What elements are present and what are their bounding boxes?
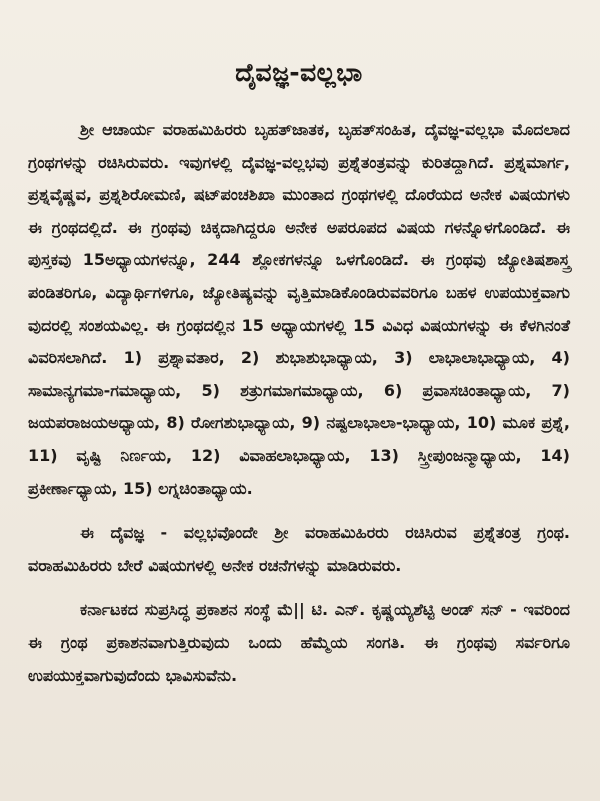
paragraph-intro: ಶ್ರೀ ಆಚಾರ್ಯ ವರಾಹಮಿಹಿರರು ಬೃಹತ್‌ಜಾತಕ, ಬೃಹತ್‌ಸಂಹಿತ, ದೈವಜ್ಞ-ವಲ್ಲಭಾ ಮೊದಲಾದ ಗ್ರಂಥಗಳನ್ನು ರಚಿಸಿರುವರು. ಇವುಗಳಲ್ಲಿ ದೈವಜ್ಞ-ವಲ್ಲಭವು ಪ್ರಶ್ನೆತಂತ್ರವನ್ನು ಕುರಿತದ್ದಾಗಿದೆ. ಪ್ರಶ್ನಮಾರ್ಗ, ಪ್ರಶ್ನವೈಷ್ಣವ, ಪ್ರಶ್ನಶಿರೋಮಣಿ, ಷಟ್‌ಪಂಚಶಿಖಾ ಮುಂತಾದ ಗ್ರಂಥಗಳಲ್ಲಿ ದೊರೆಯದ ಅನೇಕ ವಿಷಯಗಳು ಈ ಗ್ರಂಥದಲ್ಲಿದೆ. ಈ ಗ್ರಂಥವು ಚಿಕ್ಕದಾಗಿದ್ದರೂ ಅನೇಕ ಅಪರೂಪದ ವಿಷಯ ಗಳನ್ನೊಳಗೊಂಡಿದೆ. ಈ ಪುಸ್ತಕವು 15ಅಧ್ಯಾಯಗಳನ್ನೂ, 244 ಶ್ಲೋಕಗಳನ್ನೂ ಒಳಗೊಂಡಿದೆ. ಈ ಗ್ರಂಥವು ಜ್ಯೋತಿಷಶಾಸ್ತ್ರ ಪಂಡಿತರಿಗೂ, ವಿದ್ಯಾರ್ಥಿಗಳಿಗೂ, ಜ್ಯೋತಿಷ್ಯವನ್ನು ವೃತ್ತಿಮಾಡಿಕೊಂಡಿರುವವರಿಗೂ ಬಹಳ ಉಪಯುಕ್ತವಾಗು ವುದರಲ್ಲಿ ಸಂಶಯವಿಲ್ಲ. ಈ ಗ್ರಂಥದಲ್ಲಿನ 15 ಅಧ್ಯಾಯಗಳಲ್ಲಿ 15 ವಿವಿಧ ವಿಷಯಗಳನ್ನು ಈ ಕೆಳಗಿನಂತೆ ವಿವರಿಸಲಾಗಿದೆ. 1) ಪ್ರಶ್ನಾವತಾರ, 2) ಶುಭಾಶುಭಾಧ್ಯಾಯ, 3) ಲಾಭಾಲಾಭಾಧ್ಯಾಯ, 4) ಸಾಮಾನ್ಯಗಮಾ-ಗಮಾಧ್ಯಾಯ, 5) ಶತ್ರುಗಮಾಗಮಾಧ್ಯಾಯ, 6) ಪ್ರವಾಸಚಿಂತಾಧ್ಯಾಯ, 7) ಜಯಪರಾಜಯಅಧ್ಯಾಯ, 8) ರೋಗಶುಭಾಧ್ಯಾಯ, 9) ನಷ್ಟಲಾಭಾಲಾ-ಭಾಧ್ಯಾಯ, 10) ಮೂಕ ಪ್ರಶ್ನೆ, 11) ವೃಷ್ಟಿ ನಿರ್ಣಯ, 12) ವಿವಾಹಲಾಭಾಧ್ಯಾಯ, 13) ಸ್ತ್ರೀಪುಂಜನ್ಮಾಧ್ಯಾಯ, 14) ಪ್ರಕೀರ್ಣಾಧ್ಯಾಯ, 15) ಲಗ್ನಚಿಂತಾಧ್ಯಾಯ. [28, 120, 570, 498]
page-title: ದೈವಜ್ಞ-ವಲ್ಲಭಾ [235, 58, 363, 87]
paragraph-prashna-tantra: ಈ ದೈವಜ್ಞ - ವಲ್ಲಭವೊಂದೇ ಶ್ರೀ ವರಾಹಮಿಹಿರರು ರಚಿಸಿರುವ ಪ್ರಶ್ನೆತಂತ್ರ ಗ್ರಂಥ. ವರಾಹಮಿಹಿರರು ಬೇರೆ ವಿಷಯಗಳಲ್ಲಿ ಅನೇಕ ರಚನೆಗಳನ್ನು ಮಾಡಿರುವರು. [28, 523, 570, 575]
paragraph-publisher: ಕರ್ನಾಟಕದ ಸುಪ್ರಸಿದ್ಧ ಪ್ರಕಾಶನ ಸಂಸ್ಥೆ ಮೆ|| ಟಿ. ಎನ್. ಕೃಷ್ಣಯ್ಯಶೆಟ್ಟಿ ಅಂಡ್ ಸನ್ - ಇವರಿಂದ ಈ ಗ್ರಂಥ ಪ್ರಕಾಶನವಾಗುತ್ತಿರುವುದು ಒಂದು ಹೆಮ್ಮೆಯ ಸಂಗತಿ. ಈ ಗ್ರಂಥವು ಸರ್ವರಿಗೂ ಉಪಯುಕ್ತವಾಗುವುದೆಂದು ಭಾವಿಸುವೆನು. [28, 600, 570, 685]
